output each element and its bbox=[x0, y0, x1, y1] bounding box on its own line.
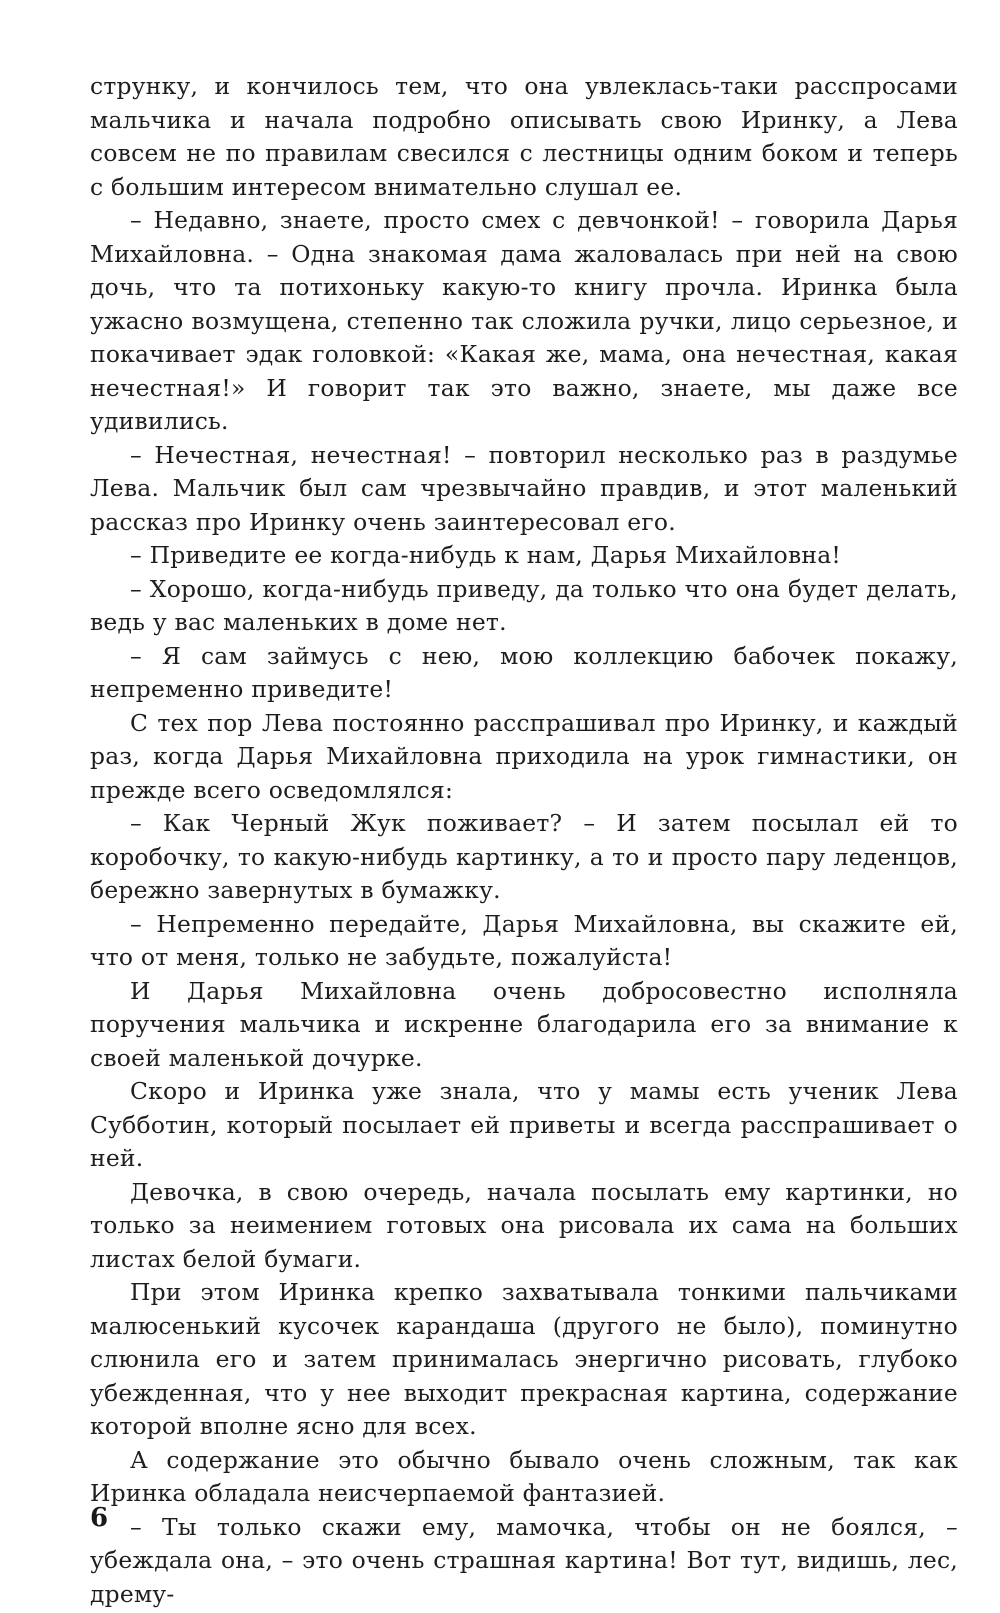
paragraph: И Дарья Михайловна очень добросовестно исполняла поручения мальчика и искренне благодарила его за внимание к своей маленькой дочурке. bbox=[90, 976, 958, 1072]
paragraph: – Как Черный Жук поживает? – И затем посылал ей то коробочку, то какую-нибудь картинку, а то и просто пару леденцов, бережно завернутых в бумажку. bbox=[90, 809, 958, 904]
paragraph: – Ты только скажи ему, мамочка, чтобы он не боялся, – убеждала она, – это очень страшная картина! Вот тут, видишь, лес, дрему- bbox=[90, 1512, 958, 1608]
page-number: 6 bbox=[90, 1503, 109, 1533]
paragraph: – Хорошо, когда-нибудь приведу, да только что она будет делать, ведь у вас маленьких в доме нет. bbox=[90, 574, 958, 636]
paragraph: – Приведите ее когда-нибудь к нам, Дарья Михайловна! bbox=[130, 541, 842, 569]
paragraph: – Я сам займусь с нею, мою коллекцию бабочек покажу, непременно приведите! bbox=[90, 641, 958, 703]
paragraph: А содержание это обычно бывало очень сложным, так как Иринка обладала неисчерпаемой фантазией. bbox=[90, 1445, 958, 1507]
paragraph: – Непременно передайте, Дарья Михайловна, вы скажите ей, что от меня, только не забудьте, пожалуйста! bbox=[90, 909, 958, 971]
paragraph: С тех пор Лева постоянно расспрашивал про Иринку, и каждый раз, когда Дарья Михайловна приходила на урок гимнастики, он прежде всего осведомлялся: bbox=[90, 708, 958, 804]
paragraph: струнку, и кончилось тем, что она увлеклась-таки расспросами мальчика и начала подробно описывать свою Иринку, а Лева совсем не по правилам свесился с лестницы одним боком и теперь с большим интересом внимательно слушал ее. bbox=[90, 72, 958, 201]
paragraph: Скоро и Иринка уже знала, что у мамы есть ученик Лева Субботин, который посылает ей приветы и всегда расспрашивает о ней. bbox=[90, 1077, 958, 1172]
paragraph: – Нечестная, нечестная! – повторил несколько раз в раздумье Лева. Мальчик был сам чрезвычайно правдив, и этот маленький рассказ про Иринку очень заинтересовал его. bbox=[90, 440, 958, 536]
paragraph: При этом Иринка крепко захватывала тонкими пальчиками малюсенький кусочек карандаша (другого не было), поминутно слюнила его и затем принималась энергично рисовать, глубоко убежденная, что у нее выходит прекрасная картина, содержание которой вполне ясно для всех. bbox=[90, 1278, 958, 1440]
paragraph: Девочка, в свою очередь, начала посылать ему картинки, но только за неимением готовых она рисовала их сама на больших листах белой бумаги. bbox=[90, 1177, 958, 1273]
paragraph: – Недавно, знаете, просто смех с девчонкой! – говорила Дарья Михайловна. – Одна знакомая дама жаловалась при ней на свою дочь, что та потихоньку какую-то книгу прочла. Иринка была ужасно возмущена, степенно так сложила ручки, лицо серьезное, и покачивает эдак головкой: «Какая же, мама, она нечестная, какая нечестная!» И говорит так это важно, знаете, мы даже все удивились. bbox=[90, 206, 958, 435]
body-text bbox=[90, 70, 958, 1611]
